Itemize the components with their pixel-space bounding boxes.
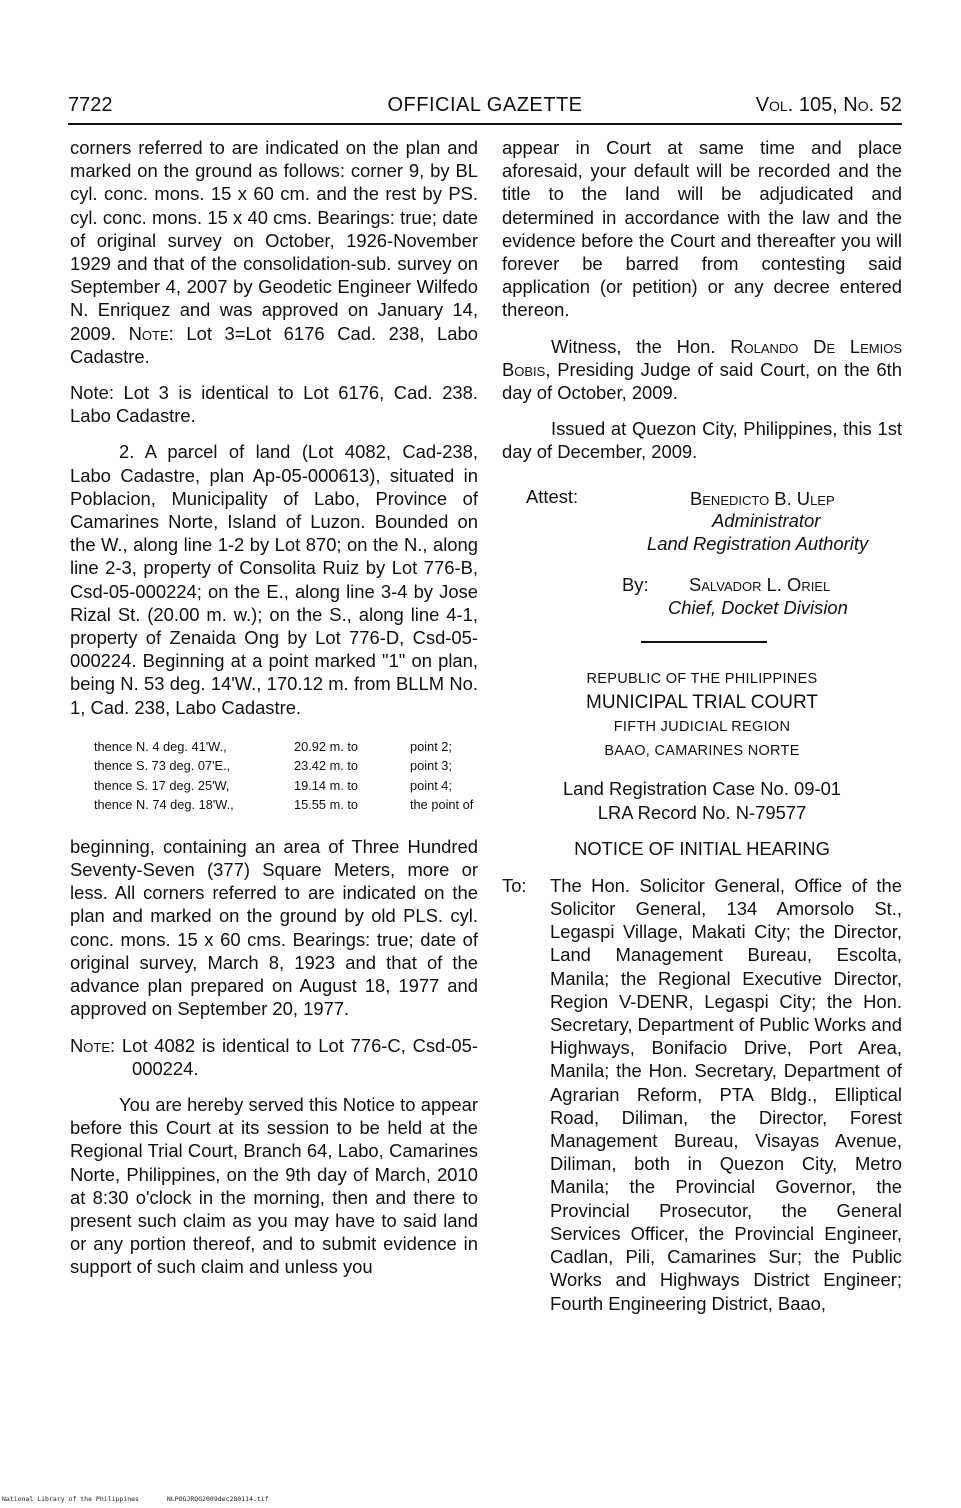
- addressees-block: [502, 874, 902, 1315]
- note-label: Note:: [128, 322, 174, 344]
- court-location: BAAO, CAMARINES NORTE: [604, 742, 800, 759]
- attest-label: Attest:: [526, 485, 579, 507]
- judge-name: Rolando De Lemios Bobis: [502, 335, 902, 380]
- bearing-row: [94, 795, 478, 815]
- library-credit: National Library of the Philippines: [2, 1495, 139, 1503]
- header-rule: [68, 123, 902, 125]
- point-cell: the point of: [410, 797, 474, 813]
- paragraph-lot4082: 2. A parcel of land (Lot 4082, Cad-238, Labo Cadastre, plan Ap-05-000613), situated in Poblacion, Municipality of Labo, Province of Camarines Norte, Island of Luzon. Bounded on the W., along line 1-2 by Lot 870; on the N., along line 2-3, property of Consolita Ruiz by Lot 776-B, Csd-05-000224; on the E., along line 3-4 by Jose Rizal St. (20.00 m. w.); on the S., along line 4-1, property of Zenaida Ong by Lot 776-D, Csd-05-000224. Beginning at a point marked "1" on plan, being N. 53 deg. 14'W., 170.12 m. from BLLM No. 1, Cad. 238, Labo Cadastre.: [70, 441, 478, 718]
- distance-cell: 20.92 m. to: [294, 738, 359, 754]
- addressees-text: The Hon. Solicitor General, Office of the Solicitor General, 134 Amorsolo St., Legaspi Village, Makati City; the Director, Land Management Bureau, Escolta, Manila; the Regional Executive Director, Region V-DENR, Legaspi City; the Hon. Secretary, Department of Public Works and Highways, Bonifacio Drive, Port Area, Manila; the Hon. Secretary, Department of Agrarian Reform, PTA Bldg., Elliptical Road, Diliman, the Director, Forest Management Bureau, Visayas Avenue, Diliman, both in Quezon City, Metro Manila; the Provincial Governor, the Provincial Prosecutor, the General Services Officer, the Provincial Engineer, Cadlan, Pili, Camarines Sur; the Public Works and Highways District Engineer; Fourth Engineering District, Baao,: [550, 874, 902, 1314]
- note-text: Lot 4082 is identical to Lot 776-C, Csd-05-000224.: [121, 1034, 478, 1079]
- attestation-block: [502, 477, 902, 627]
- court-heading: [502, 667, 902, 763]
- administrator-title: Administrator: [712, 509, 821, 531]
- page-number: 7722: [68, 94, 113, 116]
- left-column: [70, 136, 478, 1292]
- judicial-region: FIFTH JUDICIAL REGION: [613, 718, 791, 735]
- case-reference: [502, 777, 902, 825]
- note-label: Note:: [70, 1034, 116, 1056]
- paragraph-witness: [502, 335, 902, 405]
- agency-name: Land Registration Authority: [647, 532, 869, 554]
- section-divider: [641, 641, 767, 643]
- bearings-table: [94, 737, 478, 815]
- paragraph-lot4082-note: [70, 1034, 478, 1080]
- by-label: By:: [622, 573, 649, 595]
- distance-cell: 15.55 m. to: [294, 797, 359, 813]
- administrator-name: Benedicto B. Ulep: [690, 487, 835, 509]
- paragraph-lot3-details: [70, 136, 478, 368]
- lra-record-number: LRA Record No. N-79577: [597, 801, 807, 823]
- paragraph-issued: Issued at Quezon City, Philippines, this 1st day of December, 2009.: [502, 418, 902, 463]
- point-cell: point 4;: [410, 777, 452, 793]
- scan-footer: [2, 1495, 293, 1503]
- witness-prefix: Witness, the Hon.: [551, 335, 716, 357]
- to-label: To:: [502, 874, 527, 896]
- paragraph-area: beginning, containing an area of Three Hundred Seventy-Seven (377) Square Meters, more or less. All corners referred to are indicated on the plan and marked on the ground by old PLS. cyl. conc. mons. 15 x 60 cms. Bearings: true; date of original survey, March 8, 1923 and that of the advance plan prepared on August 18, 1977 and approved on September 20, 1977.: [70, 835, 478, 1020]
- page-header: [68, 94, 902, 122]
- distance-cell: 23.42 m. to: [294, 758, 359, 774]
- case-number: Land Registration Case No. 09-01: [562, 777, 842, 799]
- volume-number: Vol. 105, No. 52: [755, 94, 902, 116]
- paragraph-default-warning: appear in Court at same time and place aforesaid, your default will be recorded and the title to the land will be adjudicated and determined in accordance with the law and the evidence before the Court and thereafter you will forever be barred from contesting said application (or petition) or any decree entered thereon.: [502, 137, 902, 321]
- bearing-cell: thence S. 73 deg. 07'E.,: [94, 758, 231, 774]
- scan-filename: NLPOGJROG2009dec280114.tif: [166, 1495, 269, 1503]
- note-text: Lot 3=Lot 6176 Cad. 238, Labo Cadastre.: [70, 322, 478, 367]
- point-cell: point 2;: [410, 738, 452, 754]
- lot3-description: corners referred to are indicated on the plan and marked on the ground as follows: corner 9, by BL cyl. conc. mons. 15 x 60 cm. and the rest by PS. cyl. conc. mons. 15 x 40 cms. Bearings: true; date of original survey on October, 1926-November 1929 and that of the consolidation-sub. survey on September 4, 2007 by Geodetic Engineer Wilfedo N. Enriquez and was approved on January 14, 2009.: [70, 137, 478, 344]
- distance-cell: 19.14 m. to: [294, 777, 359, 793]
- paragraph-lot3-note: Note: Lot 3 is identical to Lot 6176, Cad. 238. Labo Cadastre.: [70, 382, 478, 427]
- docket-chief-title: Chief, Docket Division: [668, 596, 848, 618]
- bearing-cell: thence N. 4 deg. 41'W.,: [94, 738, 227, 754]
- bearing-row: [94, 737, 478, 757]
- docket-chief-name: Salvador L. Oriel: [689, 573, 831, 595]
- paragraph-summons: You are hereby served this Notice to appear before this Court at its session to be held at the Regional Trial Court, Branch 64, Labo, Camarines Norte, Philippines, on the 9th day of March, 2010 at 8:30 o'clock in the morning, then and there to present such claim as you may have to said land or any portion thereof, and to submit evidence in support of such claim and unless you: [70, 1093, 478, 1278]
- court-name: MUNICIPAL TRIAL COURT: [586, 691, 818, 713]
- bearing-row: [94, 776, 478, 796]
- bearing-cell: thence S. 17 deg. 25'W,: [94, 777, 230, 793]
- notice-title: NOTICE OF INITIAL HEARING: [574, 837, 830, 859]
- publication-title: OFFICIAL GAZETTE: [387, 94, 583, 116]
- right-column: [502, 136, 902, 1315]
- witness-suffix: , Presiding Judge of said Court, on the 6th day of October, 2009.: [502, 358, 902, 404]
- point-cell: point 3;: [410, 758, 452, 774]
- bearing-row: [94, 756, 478, 776]
- bearing-cell: thence N. 74 deg. 18'W.,: [94, 797, 234, 813]
- republic-line: REPUBLIC OF THE PHILIPPINES: [586, 670, 818, 687]
